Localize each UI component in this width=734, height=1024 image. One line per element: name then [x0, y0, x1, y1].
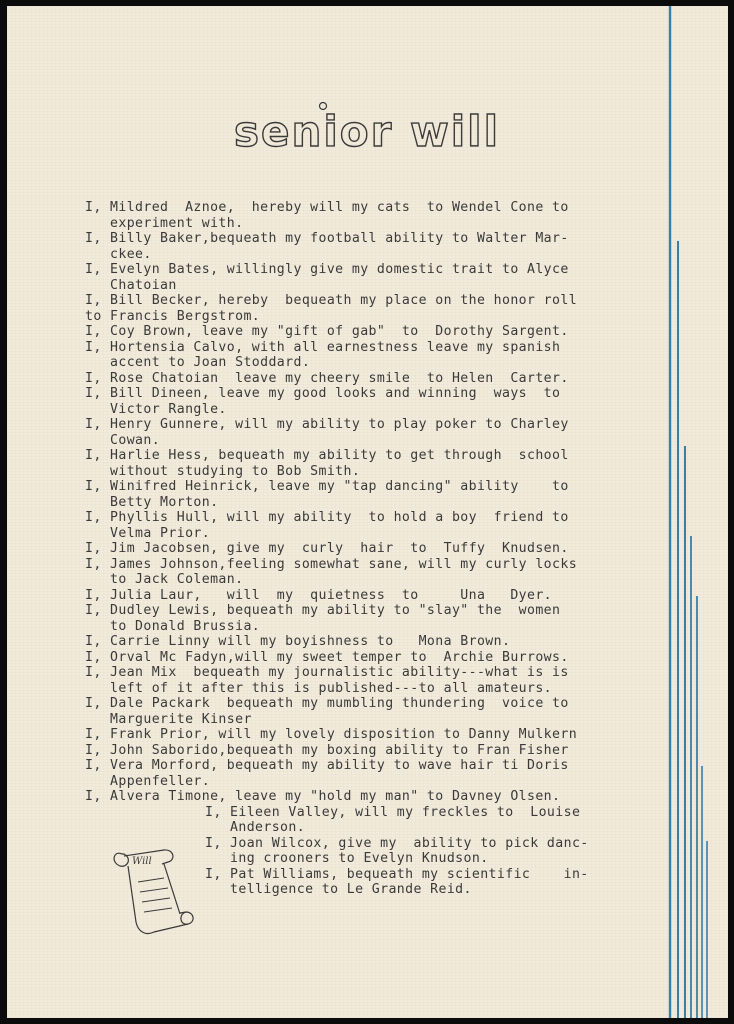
will-line: I, Bill Dineen, leave my good looks and winning ways to [85, 386, 561, 401]
will-line: Marguerite Kinser [85, 711, 252, 727]
will-line: to Donald Brussia. [85, 618, 261, 634]
will-line: I, Rose Chatoian leave my cheery smile to Helen Carter. [85, 370, 569, 386]
will-line: I, Orval Mc Fadyn,will my sweet temper to Archie Burrows. [85, 649, 569, 665]
will-line: I, Frank Prior, will my lovely disposition to Danny Mulkern [85, 727, 578, 742]
will-line-indented: ing crooners to Evelyn Knudson. [205, 851, 489, 866]
will-line: I, Henry Gunnere, will my ability to play poker to Charley [85, 417, 569, 432]
will-line: Cowan. [85, 432, 161, 448]
will-line: I, Mildred Aznoe, hereby will my cats to Wendel Cone to [85, 200, 569, 215]
will-line-indented: I, Pat Williams, bequeath my scientific in- [205, 866, 589, 882]
will-line: without studying to Bob Smith. [85, 463, 361, 479]
will-body [85, 200, 665, 898]
will-line: I, Harlie Hess, bequeath my ability to get through school [85, 448, 569, 463]
will-line: Betty Morton. [85, 494, 219, 510]
will-line: I, Phyllis Hull, will my ability to hold a boy friend to [85, 510, 569, 525]
will-line: accent to Joan Stoddard. [85, 355, 311, 370]
will-line: to Jack Coleman. [85, 572, 244, 587]
will-line: I, Hortensia Calvo, with all earnestness leave my spanish [85, 339, 561, 355]
will-line-indented: telligence to Le Grande Reid. [205, 882, 472, 897]
doodle-label: Will [132, 856, 152, 867]
title-outline-lettering [217, 98, 517, 158]
will-line: I, Alvera Timone, leave my "hold my man" to Davney Olsen. [85, 789, 561, 804]
scroll-doodle-icon [102, 832, 202, 952]
title-text: senior will [234, 107, 500, 156]
will-line: experiment with. [85, 215, 244, 231]
will-line: I, Julia Laur, will my quietness to Una Dyer. [85, 587, 553, 603]
will-line: I, Dale Packark bequeath my mumbling thundering voice to [85, 696, 569, 711]
will-line: I, John Saborido,bequeath my boxing ability to Fran Fisher [85, 742, 569, 758]
page-title [217, 98, 517, 158]
will-line: I, Billy Baker,bequeath my football ability to Walter Mar- [85, 231, 569, 246]
will-line: I, Jim Jacobsen, give my curly hair to Tuffy Knudsen. [85, 541, 569, 556]
will-line: Appenfeller. [85, 773, 211, 789]
will-line: I, Carrie Linny will my boyishness to Mona Brown. [85, 634, 511, 649]
will-line: I, Jean Mix bequeath my journalistic ability---what is is [85, 665, 569, 680]
will-line: Velma Prior. [85, 525, 211, 541]
will-line: I, Bill Becker, hereby bequeath my place on the honor roll [85, 293, 578, 308]
will-line: I, Winifred Heinrick, leave my "tap dancing" ability to [85, 479, 569, 494]
will-line: I, Dudley Lewis, bequeath my ability to "slay" the women [85, 603, 561, 618]
will-line: I, Evelyn Bates, willingly give my domestic trait to Alyce [85, 262, 569, 277]
will-line: to Francis Bergstrom. [85, 308, 261, 324]
document-page [7, 6, 728, 1018]
will-line: ckee. [85, 246, 152, 262]
will-line: I, Vera Morford, bequeath my ability to wave hair ti Doris [85, 758, 569, 773]
will-line-indented: I, Joan Wilcox, give my ability to pick danc- [205, 835, 589, 851]
will-line-indented: I, Eileen Valley, will my freckles to Louise [205, 804, 581, 820]
will-line: Victor Rangle. [85, 401, 227, 417]
will-line: left of it after this is published---to all amateurs. [85, 680, 553, 696]
will-line: I, Coy Brown, leave my "gift of gab" to Dorothy Sargent. [85, 324, 569, 339]
will-line-indented: Anderson. [205, 820, 306, 835]
indented-will-block [205, 805, 665, 898]
will-line: Chatoian [85, 277, 177, 293]
will-line: I, James Johnson,feeling somewhat sane, will my curly locks [85, 556, 578, 572]
